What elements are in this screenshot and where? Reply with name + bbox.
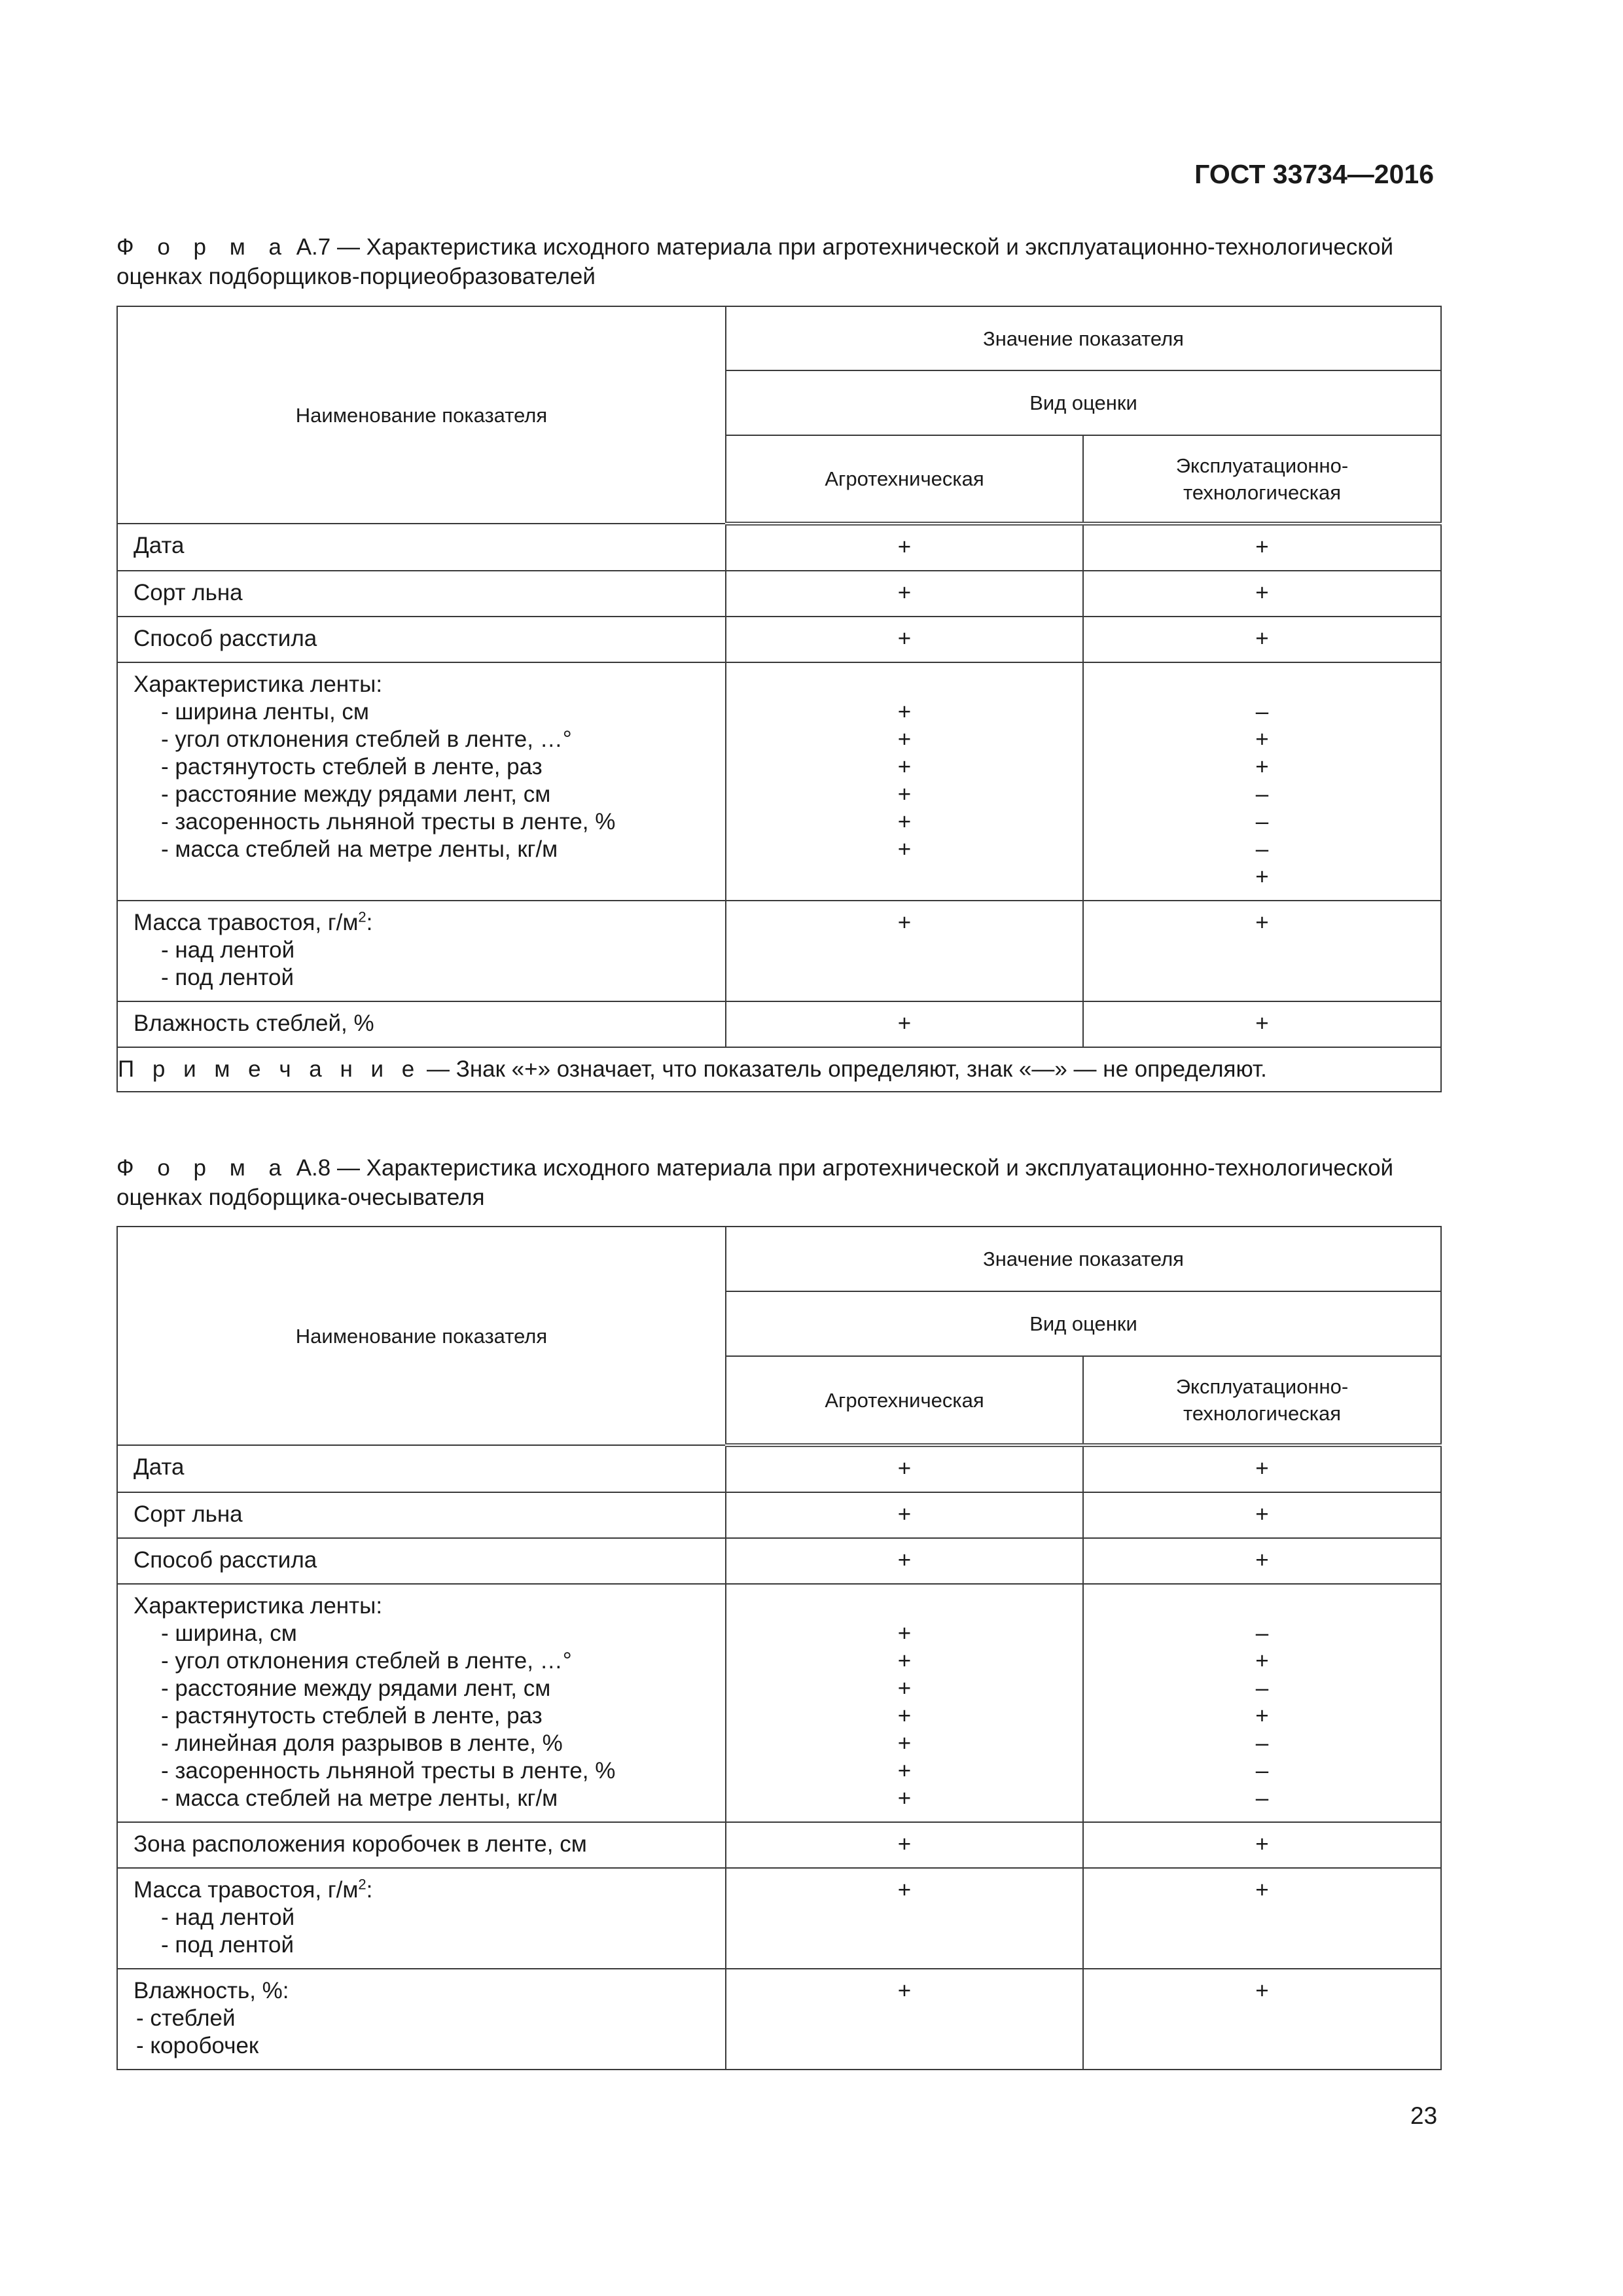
row-name [117, 1969, 726, 2070]
table-row [117, 1445, 1441, 1492]
sub-item: - под лентой [161, 1932, 294, 1958]
expl-value: + [1083, 1538, 1441, 1584]
mark: – [1255, 699, 1269, 725]
sub-item: - засоренность льняной тресты в ленте, % [161, 809, 616, 834]
header-value-group: Значение показателя [726, 306, 1441, 370]
mark: + [897, 699, 912, 725]
sub-item: - коробочек [136, 2033, 259, 2058]
row-name [117, 1868, 726, 1969]
form-a7-caption-text: А.7 — Характеристика исходного материала при агротехнической и эксплуатационно-технологической оценках подборщиков-порциеобразователей [116, 234, 1394, 289]
page-number: 23 [1410, 2102, 1438, 2129]
row-name: Зона расположения коробочек в ленте, см [117, 1822, 726, 1868]
agro-value: + [726, 571, 1083, 617]
mark: + [897, 726, 912, 752]
mark: + [897, 1648, 912, 1674]
form-a8-table [116, 1226, 1442, 2070]
mark: + [897, 1731, 912, 1756]
mark: + [897, 1785, 912, 1811]
agro-value: + [726, 617, 1083, 662]
mark: + [1255, 726, 1269, 752]
expl-value [1083, 1584, 1441, 1822]
mark: – [1255, 1785, 1269, 1811]
header-assessment-type: Вид оценки [726, 1291, 1441, 1356]
mark: + [897, 754, 912, 780]
header-agrotechnical: Агротехническая [726, 1356, 1083, 1445]
row-title: Масса травостоя, $г/м^2$: [134, 1876, 373, 1903]
sub-item: - линейная доля разрывов в ленте, % [161, 1731, 563, 1756]
table-row [117, 662, 1441, 901]
mark: + [897, 1676, 912, 1701]
header-agrotechnical: Агротехническая [726, 435, 1083, 524]
form-a7-table [116, 306, 1442, 1092]
expl-value: + [1083, 571, 1441, 617]
row-name: Дата [117, 1445, 726, 1492]
row-name: Способ расстила [117, 617, 726, 662]
sub-item: - угол отклонения стеблей в ленте, …° [161, 726, 572, 752]
mark: – [1255, 809, 1269, 834]
sub-item: - масса стеблей на метре ленты, кг/м [161, 1785, 558, 1811]
table-note [117, 1047, 1441, 1092]
mark: + [897, 781, 912, 807]
row-name: Дата [117, 524, 726, 571]
sub-item: - под лентой [161, 965, 294, 990]
expl-value: + [1083, 1868, 1441, 1969]
form-a8-caption-text: А.8 — Характеристика исходного материала при агротехнической и эксплуатационно-технологической оценках подборщика-очесывателя [116, 1155, 1394, 1210]
agro-value [726, 662, 1083, 901]
expl-value: + [1083, 901, 1441, 1001]
sub-item: - масса стеблей на метре ленты, кг/м [161, 836, 558, 862]
sub-item: - над лентой [161, 937, 295, 963]
agro-value: + [726, 1822, 1083, 1868]
row-name [117, 1584, 726, 1822]
sub-item: - расстояние между рядами лент, см [161, 781, 551, 807]
header-value-group: Значение показателя [726, 1227, 1441, 1291]
row-title: Масса травостоя, $г/м^2$: [134, 908, 373, 935]
table-row [117, 901, 1441, 1001]
agro-value: + [726, 1492, 1083, 1538]
table-row [117, 1969, 1441, 2070]
agro-value: + [726, 1969, 1083, 2070]
expl-value: + [1083, 1445, 1441, 1492]
sub-item: - ширина, см [161, 1621, 297, 1646]
header-assessment-type: Вид оценки [726, 370, 1441, 435]
expl-value: + [1083, 617, 1441, 662]
table-row [117, 1822, 1441, 1868]
table-row [117, 1001, 1441, 1047]
agro-value: + [726, 1001, 1083, 1047]
expl-value: + [1083, 524, 1441, 571]
mark: + [897, 1703, 912, 1729]
mark: + [897, 809, 912, 834]
agro-value: + [726, 524, 1083, 571]
agro-value: + [726, 901, 1083, 1001]
expl-value: + [1083, 1969, 1441, 2070]
row-name [117, 901, 726, 1001]
table-row [117, 1492, 1441, 1538]
table-row [117, 571, 1441, 617]
sub-item: - растянутость стеблей в ленте, раз [161, 754, 543, 780]
mark: + [1255, 1648, 1269, 1674]
table-row [117, 1538, 1441, 1584]
row-title: Характеристика ленты: [134, 672, 383, 697]
expl-value: + [1083, 1822, 1441, 1868]
row-title: Влажность, %: [134, 1978, 289, 2003]
expl-value: + [1083, 1001, 1441, 1047]
sub-item: - засоренность льняной тресты в ленте, % [161, 1758, 616, 1784]
sub-item: - растянутость стеблей в ленте, раз [161, 1703, 543, 1729]
row-name: Влажность стеблей, % [117, 1001, 726, 1047]
form-a8-caption [116, 1153, 1440, 1212]
sub-item: - над лентой [161, 1905, 295, 1930]
sub-item: - ширина ленты, см [161, 699, 369, 725]
row-title: Характеристика ленты: [134, 1593, 383, 1619]
sub-item: - расстояние между рядами лент, см [161, 1676, 551, 1701]
table-row [117, 1868, 1441, 1969]
expl-value [1083, 662, 1441, 901]
row-name [117, 662, 726, 901]
mark: + [897, 1758, 912, 1784]
mark: + [1255, 754, 1269, 780]
mark: – [1255, 1731, 1269, 1756]
header-indicator-name: Наименование показателя [117, 1227, 726, 1445]
document-code: ГОСТ 33734—2016 [1194, 159, 1434, 189]
row-name: Способ расстила [117, 1538, 726, 1584]
row-name: Сорт льна [117, 1492, 726, 1538]
mark: – [1255, 1676, 1269, 1701]
header-operational-technological: Эксплуатационно-технологическая [1083, 435, 1441, 524]
note-text: — Знак «+» означает, что показатель определяют, знак «—» — не определяют. [420, 1056, 1267, 1082]
mark: – [1255, 781, 1269, 807]
agro-value: + [726, 1538, 1083, 1584]
expl-value: + [1083, 1492, 1441, 1538]
agro-value [726, 1584, 1083, 1822]
table-row [117, 617, 1441, 662]
note-label: П р и м е ч а н и е [118, 1056, 421, 1082]
form-a7-caption-label: Ф о р м а [116, 234, 290, 260]
mark: + [897, 1621, 912, 1646]
table-note-row [117, 1047, 1441, 1092]
sub-item: - угол отклонения стеблей в ленте, …° [161, 1648, 572, 1674]
header-indicator-name: Наименование показателя [117, 306, 726, 524]
form-a7-caption [116, 232, 1440, 291]
row-name: Сорт льна [117, 571, 726, 617]
agro-value: + [726, 1445, 1083, 1492]
mark: + [897, 836, 912, 862]
agro-value: + [726, 1868, 1083, 1969]
header-operational-technological: Эксплуатационно-технологическая [1083, 1356, 1441, 1445]
table-row [117, 1584, 1441, 1822]
mark: – [1255, 1758, 1269, 1784]
form-a8-caption-label: Ф о р м а [116, 1155, 290, 1181]
mark: – [1255, 1621, 1269, 1646]
mark: + [1255, 864, 1269, 889]
mark: – [1255, 836, 1269, 862]
table-row [117, 524, 1441, 571]
mark: + [1255, 1703, 1269, 1729]
sub-item: - стеблей [136, 2005, 236, 2031]
